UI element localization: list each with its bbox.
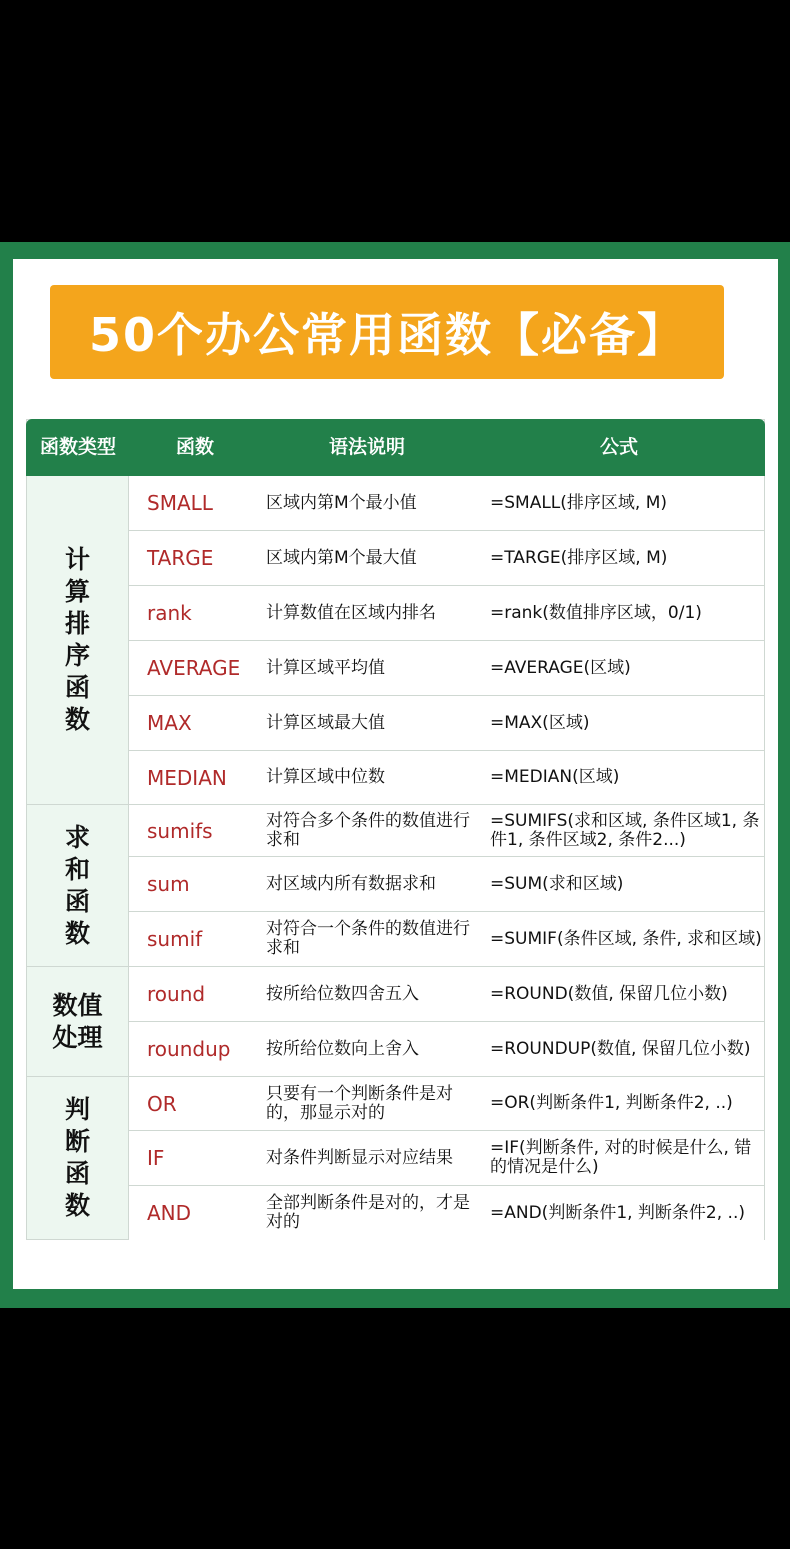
syntax-desc: 按所给位数向上舍入 xyxy=(266,1038,419,1059)
header-type: 函数类型 xyxy=(39,436,116,458)
table-row xyxy=(129,805,764,857)
category-sort: 计 算 排 序 函 数 xyxy=(27,476,129,805)
function-name: AVERAGE xyxy=(147,656,241,680)
table-row xyxy=(129,912,764,967)
formula: =AVERAGE(区域) xyxy=(490,657,631,678)
table-row xyxy=(129,641,764,696)
formula: =OR(判断条件1, 判断条件2, ..) xyxy=(490,1093,733,1113)
syntax-desc: 计算区域最大值 xyxy=(266,712,385,733)
formula: =AND(判断条件1, 判断条件2, ..) xyxy=(490,1202,745,1223)
syntax-desc: 只要有一个判断条件是对的，那显示对的 xyxy=(266,1083,453,1123)
formula: =SUMIF(条件区域, 条件, 求和区域) xyxy=(490,928,762,949)
page-title: 50个办公常用函数【必备】 xyxy=(50,285,724,379)
formula: =TARGE(排序区域, M) xyxy=(490,547,668,568)
formula: =IF(判断条件, 对的时候是什么, 错的情况是什么) xyxy=(490,1138,752,1177)
formula: =SUMIFS(求和区域, 条件区域1, 条件1, 条件区域2, 条件2...) xyxy=(490,810,760,850)
formula: =SMALL(排序区域, M) xyxy=(490,492,668,513)
syntax-desc: 对条件判断显示对应结果 xyxy=(266,1147,453,1168)
syntax-desc: 全部判断条件是对的，才是对的 xyxy=(266,1193,470,1232)
table-row xyxy=(129,1022,764,1077)
function-name: OR xyxy=(147,1091,177,1116)
table-row xyxy=(129,531,764,586)
syntax-desc: 对符合一个条件的数值进行求和 xyxy=(266,919,470,958)
formula: =MAX(区域) xyxy=(490,712,590,733)
category-sum: 求 和 函 数 xyxy=(27,805,129,967)
formula: =ROUND(数值, 保留几位小数) xyxy=(490,983,728,1004)
function-name: sumifs xyxy=(147,818,213,843)
table-row xyxy=(129,1077,764,1131)
function-name: rank xyxy=(147,601,192,625)
function-name: MAX xyxy=(147,711,192,735)
syntax-desc: 对区域内所有数据求和 xyxy=(266,873,436,894)
function-name: sum xyxy=(147,872,190,896)
function-name: IF xyxy=(147,1146,165,1170)
function-name: AND xyxy=(147,1201,192,1225)
function-name: roundup xyxy=(147,1037,231,1061)
formula: =SUM(求和区域) xyxy=(490,873,624,894)
table-row xyxy=(129,586,764,641)
table-row xyxy=(129,857,764,912)
function-name: sumif xyxy=(147,927,203,951)
formula: =ROUNDUP(数值, 保留几位小数) xyxy=(490,1038,751,1059)
header-formula: 公式 xyxy=(599,436,638,458)
function-name: SMALL xyxy=(147,491,213,515)
syntax-desc: 区域内第M个最小值 xyxy=(266,492,417,513)
table-row xyxy=(129,476,764,531)
table-row xyxy=(129,1131,764,1186)
function-name: round xyxy=(147,982,206,1006)
header-function: 函数 xyxy=(175,436,214,458)
category-logic: 判 断 函 数 xyxy=(27,1077,129,1240)
syntax-desc: 区域内第M个最大值 xyxy=(266,547,417,568)
formula: =rank(数值排序区域，0/1) xyxy=(490,602,702,623)
function-name: MEDIAN xyxy=(147,765,227,790)
table-row xyxy=(129,1186,764,1240)
function-name: TARGE xyxy=(147,546,214,570)
syntax-desc: 计算区域中位数 xyxy=(266,767,385,787)
category-numeric: 数值 处理 xyxy=(27,967,129,1077)
table-header xyxy=(26,419,765,476)
syntax-desc: 按所给位数四舍五入 xyxy=(266,983,419,1004)
syntax-desc: 对符合多个条件的数值进行求和 xyxy=(266,810,470,850)
table-row xyxy=(129,967,764,1022)
syntax-desc: 计算区域平均值 xyxy=(266,657,385,678)
table-row xyxy=(129,696,764,751)
header-syntax: 语法说明 xyxy=(328,436,405,458)
syntax-desc: 计算数值在区域内排名 xyxy=(266,602,436,623)
table-row xyxy=(129,751,764,805)
formula: =MEDIAN(区域) xyxy=(490,767,620,787)
function-table xyxy=(26,419,765,1240)
